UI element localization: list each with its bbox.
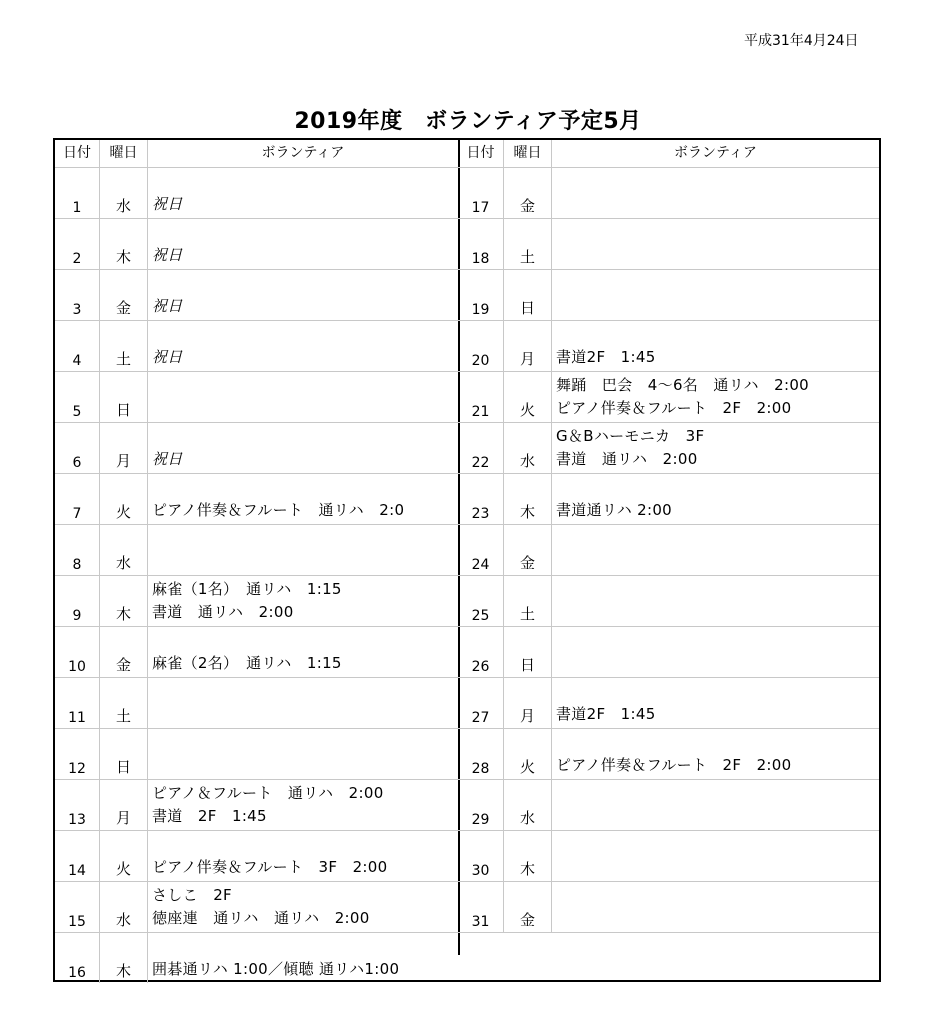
date-cell: 23 (458, 473, 504, 524)
activity-cell (552, 881, 879, 932)
table-row (55, 167, 458, 219)
table-row (458, 626, 879, 678)
table-row (458, 779, 879, 831)
activity-cell (552, 677, 879, 728)
activity-line: G＆Bハーモニカ 3F (556, 427, 705, 445)
day-of-week-cell: 日 (100, 371, 148, 422)
activity-line: 書道 2F 1:45 (152, 807, 267, 825)
day-of-week-cell: 水 (504, 422, 552, 473)
table-row (458, 575, 879, 627)
activity-line: ピアノ伴奏＆フルート 3F 2:00 (152, 858, 388, 876)
date-cell: 13 (55, 779, 100, 830)
date-cell: 16 (55, 932, 100, 983)
activity-cell (552, 779, 879, 830)
table-row (458, 422, 879, 474)
activity-line: 祝日 (152, 348, 183, 366)
table-row (55, 320, 458, 372)
header-date: 日付 (55, 140, 100, 167)
activity-cell (552, 473, 879, 524)
date-cell: 20 (458, 320, 504, 371)
table-row (458, 320, 879, 372)
date-cell: 7 (55, 473, 100, 524)
date-cell: 12 (55, 728, 100, 779)
date-cell: 9 (55, 575, 100, 626)
table-header-row (55, 140, 458, 168)
date-cell: 1 (55, 167, 100, 218)
activity-line: 麻雀（1名） 通リハ 1:15 (152, 580, 342, 598)
activity-cell (148, 218, 458, 269)
header-dow: 曜日 (504, 140, 552, 167)
activity-line: 舞踊 巴会 4～6名 通リハ 2:00 (556, 376, 810, 394)
header-activity: ボランティア (674, 145, 757, 161)
date-cell: 11 (55, 677, 100, 728)
date-cell: 2 (55, 218, 100, 269)
activity-cell (148, 320, 458, 371)
day-of-week-cell: 木 (504, 473, 552, 524)
day-of-week-cell: 水 (100, 524, 148, 575)
table-header-row (458, 140, 879, 168)
activity-cell (148, 473, 458, 524)
table-row (458, 677, 879, 729)
date-cell: 31 (458, 881, 504, 932)
date-cell: 29 (458, 779, 504, 830)
activity-cell (148, 779, 458, 830)
activity-line: 祝日 (152, 246, 183, 264)
table-row (55, 932, 458, 983)
table-row (55, 575, 458, 627)
activity-cell (148, 677, 458, 728)
date-cell: 5 (55, 371, 100, 422)
document-date: 平成31年4月24日 (744, 33, 859, 49)
header-activity: ボランティア (261, 145, 345, 161)
activity-cell (148, 932, 458, 983)
activity-line: 書道通リハ 2:00 (556, 501, 673, 519)
date-cell: 27 (458, 677, 504, 728)
date-cell: 26 (458, 626, 504, 677)
day-of-week-cell: 金 (504, 524, 552, 575)
date-cell: 6 (55, 422, 100, 473)
activity-line: 祝日 (152, 297, 183, 315)
day-of-week-cell: 木 (504, 830, 552, 881)
table-row (55, 779, 458, 831)
day-of-week-cell: 火 (504, 728, 552, 779)
activity-cell (552, 371, 879, 422)
activity-line: さしこ 2F (152, 886, 232, 904)
date-cell: 25 (458, 575, 504, 626)
date-cell: 18 (458, 218, 504, 269)
day-of-week-cell: 月 (504, 320, 552, 371)
header-dow: 曜日 (100, 140, 148, 167)
date-cell: 22 (458, 422, 504, 473)
date-cell: 15 (55, 881, 100, 932)
day-of-week-cell: 金 (504, 167, 552, 218)
day-of-week-cell: 火 (100, 830, 148, 881)
table-row (458, 269, 879, 321)
day-of-week-cell: 日 (100, 728, 148, 779)
day-of-week-cell: 土 (504, 575, 552, 626)
activity-cell (148, 575, 458, 626)
day-of-week-cell: 金 (504, 881, 552, 932)
date-cell: 19 (458, 269, 504, 320)
activity-cell (148, 422, 458, 473)
activity-cell (148, 371, 458, 422)
day-of-week-cell: 水 (504, 779, 552, 830)
table-row (458, 371, 879, 423)
activity-cell (552, 422, 879, 473)
activity-line: ピアノ＆フルート 通リハ 2:00 (152, 784, 384, 802)
activity-cell (552, 218, 879, 269)
activity-cell (552, 728, 879, 779)
activity-line: 書道 通リハ 2:00 (152, 603, 294, 621)
activity-cell (552, 167, 879, 218)
day-of-week-cell: 火 (100, 473, 148, 524)
date-cell: 24 (458, 524, 504, 575)
day-of-week-cell: 水 (100, 167, 148, 218)
day-of-week-cell: 土 (100, 320, 148, 371)
activity-cell (552, 830, 879, 881)
table-row (55, 473, 458, 525)
date-cell: 3 (55, 269, 100, 320)
day-of-week-cell: 木 (100, 575, 148, 626)
activity-line: 祝日 (152, 450, 183, 468)
table-row (458, 473, 879, 525)
table-row (55, 422, 458, 474)
activity-line: 祝日 (152, 195, 183, 213)
activity-line: ピアノ伴奏＆フルート 通リハ 2:0 (152, 501, 405, 519)
date-cell: 8 (55, 524, 100, 575)
day-of-week-cell: 金 (100, 626, 148, 677)
table-row (458, 728, 879, 780)
date-cell: 14 (55, 830, 100, 881)
day-of-week-cell: 日 (504, 269, 552, 320)
activity-cell (148, 728, 458, 779)
table-row (55, 269, 458, 321)
activity-cell (148, 830, 458, 881)
activity-cell (148, 524, 458, 575)
activity-cell (552, 575, 879, 626)
activity-cell (148, 269, 458, 320)
activity-cell (148, 626, 458, 677)
table-row (55, 677, 458, 729)
table-row (55, 830, 458, 882)
activity-line: 書道2F 1:45 (556, 705, 656, 723)
activity-cell (148, 881, 458, 932)
activity-line: ピアノ伴奏＆フルート 2F 2:00 (556, 756, 792, 774)
date-cell: 17 (458, 167, 504, 218)
table-row (55, 728, 458, 780)
date-cell: 4 (55, 320, 100, 371)
header-date: 日付 (458, 140, 504, 167)
table-row (55, 218, 458, 270)
table-row (55, 626, 458, 678)
date-cell: 21 (458, 371, 504, 422)
day-of-week-cell: 木 (100, 218, 148, 269)
activity-line: 麻雀（2名） 通リハ 1:15 (152, 654, 342, 672)
activity-line: 囲碁通リハ 1:00／傾聴 通リハ1:00 (152, 960, 400, 978)
table-row (458, 830, 879, 882)
activity-line: 徳座連 通リハ 通リハ 2:00 (152, 909, 370, 927)
day-of-week-cell: 日 (504, 626, 552, 677)
table-row (458, 218, 879, 270)
activity-cell (148, 167, 458, 218)
activity-cell (552, 524, 879, 575)
table-row (55, 371, 458, 423)
activity-cell (552, 626, 879, 677)
day-of-week-cell: 月 (100, 779, 148, 830)
table-row (458, 524, 879, 576)
table-row (55, 524, 458, 576)
day-of-week-cell: 土 (504, 218, 552, 269)
schedule-table (53, 138, 881, 982)
day-of-week-cell: 土 (100, 677, 148, 728)
day-of-week-cell: 水 (100, 881, 148, 932)
date-cell: 10 (55, 626, 100, 677)
activity-cell (552, 320, 879, 371)
activity-cell (552, 269, 879, 320)
activity-line: 書道 通リハ 2:00 (556, 450, 698, 468)
day-of-week-cell: 月 (100, 422, 148, 473)
table-row (458, 167, 879, 219)
day-of-week-cell: 金 (100, 269, 148, 320)
schedule-title: 2019年度 ボランティア予定5月 (294, 109, 642, 134)
date-cell: 30 (458, 830, 504, 881)
activity-line: 書道2F 1:45 (556, 348, 656, 366)
day-of-week-cell: 月 (504, 677, 552, 728)
day-of-week-cell: 木 (100, 932, 148, 983)
table-row (458, 881, 879, 933)
day-of-week-cell: 火 (504, 371, 552, 422)
table-row (55, 881, 458, 933)
date-cell: 28 (458, 728, 504, 779)
activity-line: ピアノ伴奏＆フルート 2F 2:00 (556, 399, 792, 417)
